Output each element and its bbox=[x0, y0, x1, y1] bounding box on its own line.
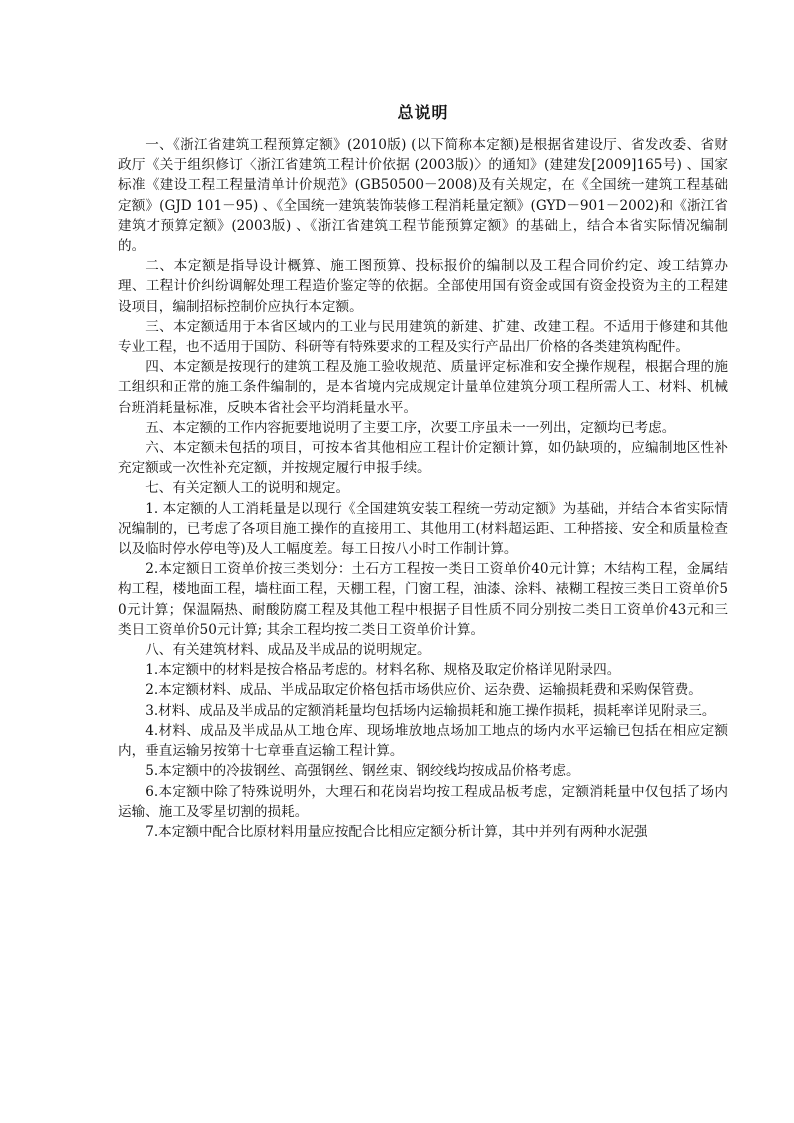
labor-item-1: 1. 本定额的人工消耗量是以现行《全国建筑安装工程统一劳动定额》为基础，并结合本省实际情况编制的，已考虑了各项目施工操作的直接用工、其他用工(材料超运距、工种搭接、安全和质量检查以及临时停水停电等)及人工幅度差。每工日按八小时工作制计算。 bbox=[118, 500, 728, 558]
materials-item-3: 3.材料、成品及半成品的定额消耗量均包括场内运输损耗和施工操作损耗，损耗率详见附录三。 bbox=[145, 702, 716, 719]
document-page bbox=[118, 100, 728, 842]
paragraph-1: 一、《浙江省建筑工程预算定额》(2010版) (以下简称本定额)是根据省建设厅、省发改委、省财政厅《关于组织修订〈浙江省建筑工程计价依据 (2003版)〉的通知》(建建发[2009]165号) 、国家标准《建设工程工程量清单计价规范》(GB50500－2008)及有关规定，在《全国统一建筑工程基础定额》(GJD 101－95) 、《全国统一建筑装饰装修工程消耗量定额》(GYD－901－2002)和《浙江省建筑才预算定额》(2003版) 、《浙江省建筑工程节能预算定额》的基础上，结合本省实际情况编制的。 bbox=[118, 137, 728, 255]
paragraph-4: 四、本定额是按现行的建筑工程及施工验收规范、质量评定标准和安全操作规程，根据合理的施工组织和正常的施工条件编制的，是本省境内完成规定计量单位建筑分项工程所需人工、材料、机械台班消耗量标准，反映本省社会平均消耗量水平。 bbox=[118, 359, 728, 416]
paragraph-3: 三、本定额适用于本省区域内的工业与民用建筑的新建、扩建、改建工程。不适用于修建和其他专业工程，也不适用于国防、科研等有特殊要求的工程及实行产品出厂价格的各类建筑构配件。 bbox=[118, 318, 728, 356]
paragraph-5: 五、本定额的工作内容扼要地说明了主要工序，次要工序虽未一一列出，定额均已考虑。 bbox=[145, 419, 676, 436]
paragraph-2: 二、本定额是指导设计概算、施工图预算、投标报价的编制以及工程合同价约定、竣工结算办理、工程计价纠纷调解处理工程造价鉴定等的依据。全部使用国有资金或国有资金投资为主的工程建设项目，编制招标控制价应执行本定额。 bbox=[118, 258, 728, 315]
section-heading-labor: 七、有关定额人工的说明和规定。 bbox=[145, 480, 350, 497]
materials-item-1: 1.本定额中的材料是按合格品考虑的。材料名称、规格及取定价格详见附录四。 bbox=[145, 662, 621, 679]
document-title: 总说明 bbox=[397, 103, 449, 122]
labor-item-2: 2.本定额日工资单价按三类划分：土石方工程按一类日工资单价40元计算；木结构工程，金属结构工程，楼地面工程，墙柱面工程，天棚工程，门窗工程，油漆、涂料、裱糊工程按三类日工资单价50元计算；保温隔热、耐酸防腐工程及其他工程中根据子目性质不同分别按二类日工资单价43元和三类日工资单价50元计算; 其余工程均按二类日工资单价计算。 bbox=[118, 561, 728, 638]
materials-item-5: 5.本定额中的冷拔钢丝、高强钢丝、钢丝束、钢绞线均按成品价格考虑。 bbox=[145, 763, 580, 780]
section-heading-materials: 八、有关建筑材料、成品及半成品的说明规定。 bbox=[145, 642, 431, 659]
materials-item-2: 2.本定额材料、成品、半成品取定价格包括市场供应价、运杂费、运输损耗费和采购保管费。 bbox=[145, 682, 702, 699]
materials-item-7: 7.本定额中配合比原材料用量应按配合比相应定额分析计算，其中并列有两种水泥强 bbox=[145, 823, 648, 840]
materials-item-4: 4.材料、成品及半成品从工地仓库、现场堆放地点场加工地点的场内水平运输已包括在相应定额内，垂直运输另按第十七章垂直运输工程计算。 bbox=[118, 722, 728, 760]
paragraph-6: 六、本定额未包括的项目，可按本省其他相应工程计价定额计算，如仍缺项的，应编制地区性补充定额或一次性补充定额，并按规定履行申报手续。 bbox=[118, 440, 728, 477]
materials-item-6: 6.本定额中除了特殊说明外，大理石和花岗岩均按工程成品板考虑，定额消耗量中仅包括了场内运输、施工及零星切割的损耗。 bbox=[118, 783, 728, 820]
